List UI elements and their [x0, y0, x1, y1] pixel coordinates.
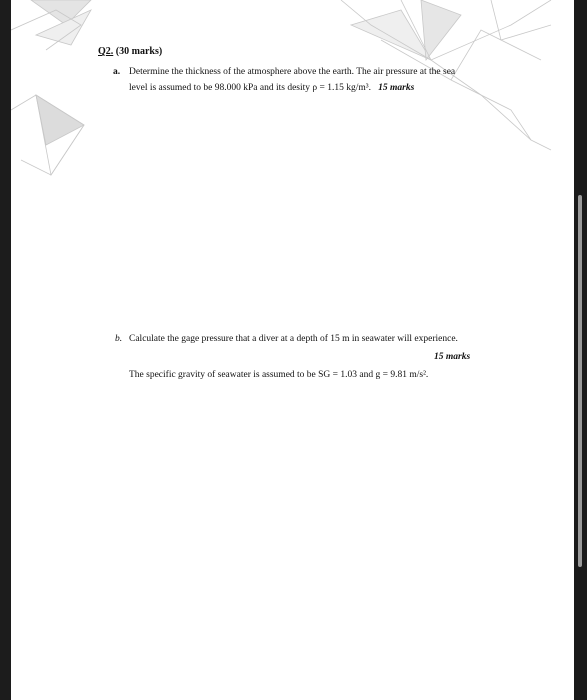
part-a-letter: a. — [113, 67, 121, 77]
part-b-text-line1: Calculate the gage pressure that a diver at a depth of 15 m in seawater will experience. — [129, 334, 458, 344]
part-a-text-line1: Determine the thickness of the atmosphere above the earth. The air pressure at the sea — [129, 67, 456, 77]
background-decoration — [11, 0, 574, 200]
question-number: Q2. — [98, 46, 114, 57]
deco-shape — [351, 10, 431, 60]
document-page — [11, 0, 574, 700]
vertical-scrollbar[interactable] — [578, 195, 582, 567]
deco-shape — [421, 0, 461, 60]
part-a-marks: 15 marks — [378, 83, 415, 93]
part-b-marks: 15 marks — [434, 352, 471, 362]
part-b-letter: b. — [115, 334, 123, 344]
part-a-text-line2-body: level is assumed to be 98.000 kPa and its desity ρ = 1.15 kg/m³. — [129, 83, 371, 93]
deco-shape — [36, 95, 84, 145]
question-heading — [98, 46, 162, 57]
deco-line — [451, 80, 531, 140]
part-b-text-line2: The specific gravity of seawater is assumed to be SG = 1.03 and g = 9.81 m/s². — [129, 370, 429, 380]
part-a-text-line2 — [129, 83, 414, 93]
question-total-marks: (30 marks) — [115, 46, 163, 57]
